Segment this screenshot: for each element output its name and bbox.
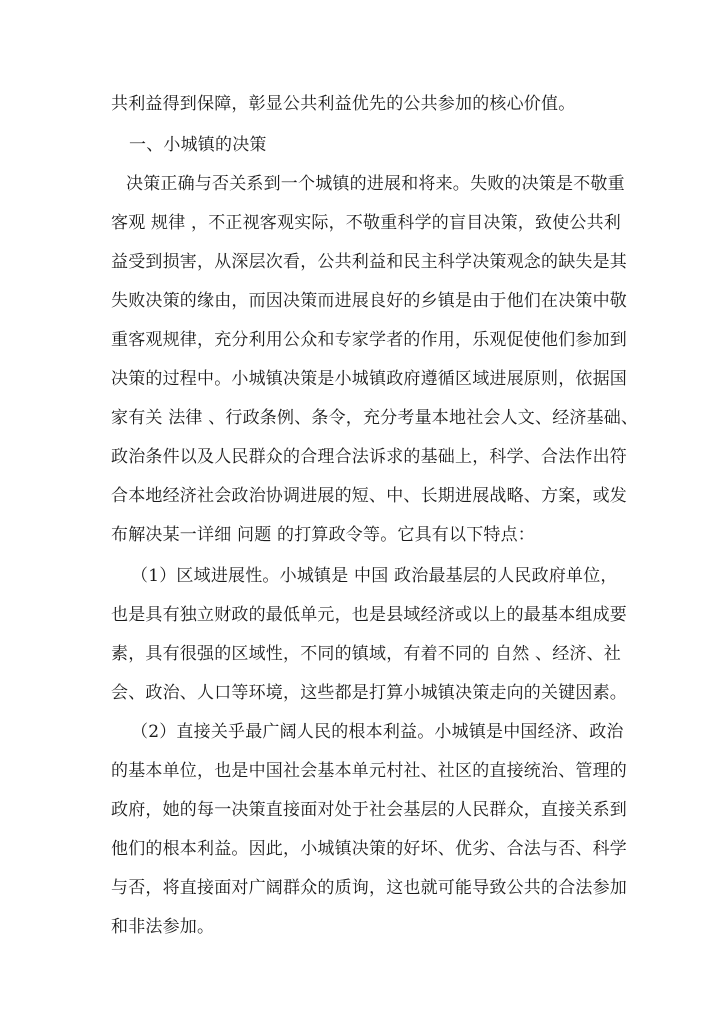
text-line: 他们的根本利益。因此，小城镇决策的好坏、优劣、合法与否、科学 <box>111 839 627 859</box>
text-line: 家有关 法律 、行政条例、条令，充分考量本地社会人文、经济基础、 <box>111 408 639 428</box>
text-line: 合本地经济社会政治协调进展的短、中、长期进展战略、方案，或发 <box>111 486 627 506</box>
text-line: 会、政治、人口等环境，这些都是打算小城镇决策走向的关键因素。 <box>111 683 627 703</box>
text-line: 布解决某一详细 问题 的打算政令等。它具有以下特点： <box>111 525 536 545</box>
text-line: 客观 规律 ，不正视客观实际，不敬重科学的盲目决策，致使公共利 <box>111 213 622 233</box>
text-line: 也是具有独立财政的最低单元，也是县域经济或以上的最基本组成要 <box>111 605 627 625</box>
list-item-2-line: （2）直接关乎最广阔人民的根本利益。小城镇是中国经济、政治 <box>131 722 624 742</box>
text-line: 决策正确与否关系到一个城镇的进展和将来。失败的决策是不敬重 <box>126 174 625 194</box>
text-line: 决策的过程中。小城镇决策是小城镇政府遵循区域进展原则，依据国 <box>111 369 627 389</box>
text-line: 政府，她的每一决策直接面对处于社会基层的人民群众，直接关系到 <box>111 800 627 820</box>
text-line: 共利益得到保障，彰显公共利益优先的公共参加的核心价值。 <box>111 94 576 114</box>
text-line: 的基本单位，也是中国社会基本单元村社、社区的直接统治、管理的 <box>111 761 627 781</box>
text-line: 素，具有很强的区域性，不同的镇域，有着不同的 自然 、经济、社 <box>111 644 622 664</box>
text-line: 益受到损害，从深层次看，公共利益和民主科学决策观念的缺失是其 <box>111 252 627 272</box>
text-line: 与否，将直接面对广阔群众的质询，这也就可能导致公共的合法参加 <box>111 878 627 898</box>
text-line: 和非法参加。 <box>111 917 215 937</box>
list-item-1-line: （1）区域进展性。小城镇是 中国 政治最基层的人民政府单位， <box>131 566 618 586</box>
text-line: 失败决策的缘由，而因决策而进展良好的乡镇是由于他们在决策中敬 <box>111 291 627 311</box>
text-line: 重客观规律，充分利用公众和专家学者的作用，乐观促使他们参加到 <box>111 330 627 350</box>
section-heading: 一、小城镇的决策 <box>129 135 267 155</box>
text-line: 政治条件以及人民群众的合理合法诉求的基础上，科学、合法作出符 <box>111 447 627 467</box>
